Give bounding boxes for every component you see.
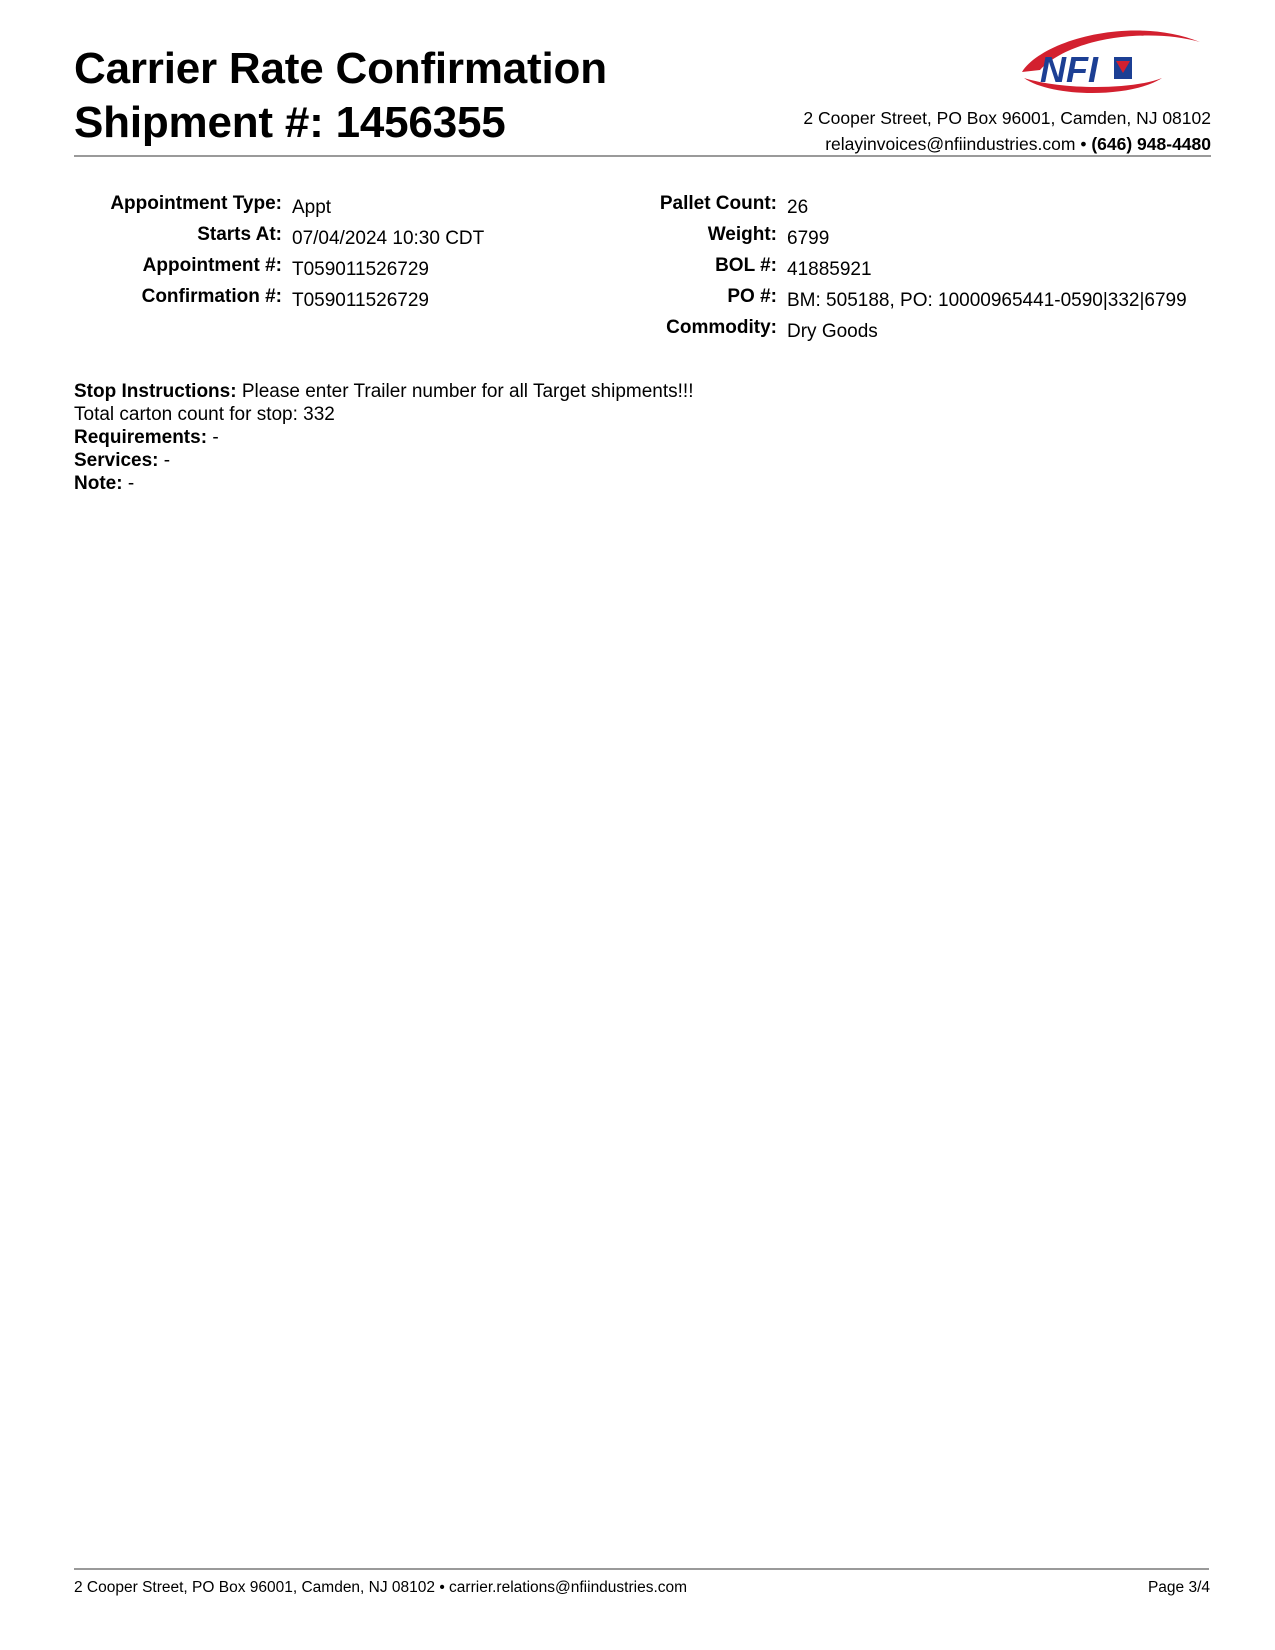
title-block <box>74 42 607 150</box>
field-value: T059011526729 <box>292 259 429 280</box>
services-label: Services: <box>74 450 159 471</box>
header-divider <box>74 155 1211 157</box>
note <box>74 472 693 495</box>
field-label: Appointment Type: <box>110 193 282 214</box>
field-value: Appt <box>292 197 332 218</box>
field-value: 26 <box>787 197 809 218</box>
footer-divider <box>74 1568 1209 1570</box>
field-label: BOL #: <box>715 255 777 276</box>
header-contact <box>803 105 1211 157</box>
field-bol-number <box>600 255 872 286</box>
header-phone: (646) 948-4480 <box>1091 134 1211 154</box>
services-value: - <box>163 450 171 471</box>
header-separator: • <box>1080 134 1087 154</box>
field-label: Starts At: <box>197 224 282 245</box>
footer-contact: 2 Cooper Street, PO Box 96001, Camden, NJ 08102 • carrier.relations@nfiindustries.com <box>74 1579 688 1596</box>
requirements <box>74 426 693 449</box>
field-label: Commodity: <box>666 317 777 338</box>
header-email-phone <box>803 131 1211 157</box>
field-label: Confirmation #: <box>141 286 282 307</box>
field-po-number <box>600 286 1187 317</box>
field-confirmation-number <box>74 286 429 317</box>
services <box>74 449 693 472</box>
field-appointment-number <box>74 255 429 286</box>
header-email[interactable]: relayinvoices@nfiindustries.com <box>825 134 1076 154</box>
field-label: Weight: <box>707 224 777 245</box>
field-value: Dry Goods <box>787 321 878 342</box>
requirements-value: - <box>212 427 219 448</box>
nfi-logo <box>1012 20 1212 100</box>
carton-count: Total carton count for stop: 332 <box>74 404 335 425</box>
note-value: - <box>127 473 135 494</box>
page-footer <box>74 1579 1210 1597</box>
stop-notes <box>74 380 693 495</box>
field-label: PO #: <box>727 286 777 307</box>
field-commodity <box>600 317 878 348</box>
field-starts-at <box>74 224 485 255</box>
field-label: Appointment #: <box>142 255 282 276</box>
field-value: 07/04/2024 10:30 CDT <box>292 228 485 249</box>
stop-instructions-label: Stop Instructions: <box>74 381 237 402</box>
document-title: Carrier Rate Confirmation <box>74 44 607 93</box>
header-address: 2 Cooper Street, PO Box 96001, Camden, NJ 08102 <box>803 108 1211 128</box>
stop-instructions-value: Please enter Trailer number for all Target shipments!!! <box>241 381 694 402</box>
note-label: Note: <box>74 473 123 494</box>
appointment-fields <box>74 193 485 317</box>
stop-instructions <box>74 380 693 403</box>
requirements-label: Requirements: <box>74 427 208 448</box>
field-weight <box>600 224 830 255</box>
field-value: 6799 <box>787 228 830 249</box>
logo-text: NFI <box>1040 49 1098 90</box>
field-appointment-type <box>74 193 332 224</box>
field-label: Pallet Count: <box>659 193 777 214</box>
shipment-number: Shipment #: 1456355 <box>74 98 506 147</box>
field-value: BM: 505188, PO: 10000965441-0590|332|6799 <box>787 290 1187 311</box>
field-value: T059011526729 <box>292 290 429 311</box>
field-value: 41885921 <box>787 259 872 280</box>
shipment-fields <box>600 193 1187 348</box>
field-pallet-count <box>600 193 809 224</box>
page-number: Page 3/4 <box>1147 1579 1210 1596</box>
